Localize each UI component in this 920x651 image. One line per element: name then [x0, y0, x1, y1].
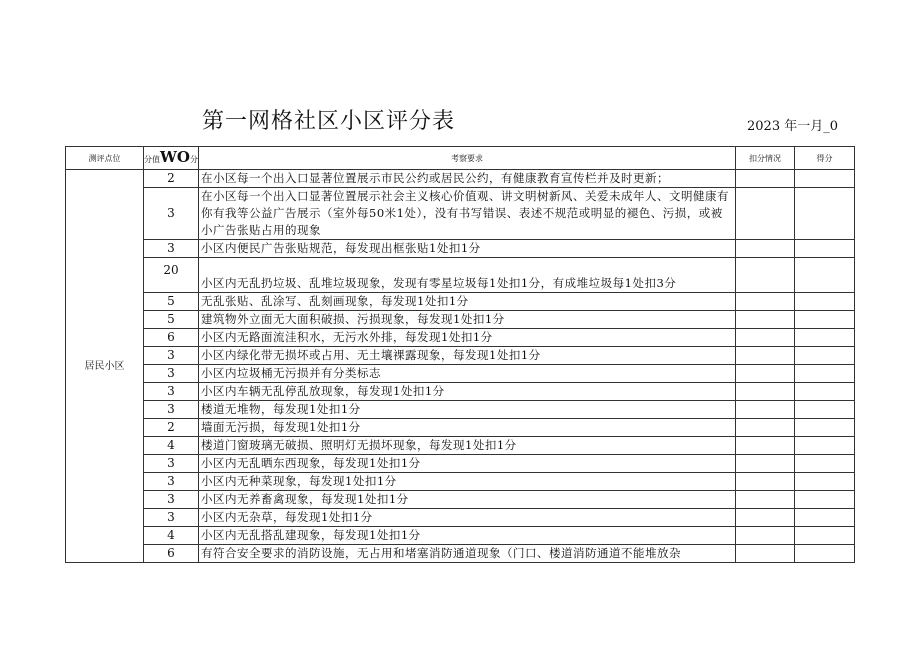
score-cell: 3 [144, 188, 199, 240]
result-cell[interactable] [795, 473, 855, 491]
date-field: 2023 年一月_0 [747, 119, 838, 134]
deduction-cell[interactable] [736, 455, 795, 473]
requirement-cell: 小区内无路面流洼积水，无污水外排，每发现1处扣1分 [199, 329, 736, 347]
header-requirement: 考察要求 [199, 147, 736, 170]
result-cell[interactable] [795, 293, 855, 311]
score-cell: 3 [144, 240, 199, 258]
deduction-cell[interactable] [736, 311, 795, 329]
page-title: 第一网格社区小区评分表 [202, 109, 456, 134]
score-cell: 6 [144, 329, 199, 347]
score-cell: 2 [144, 419, 199, 437]
deduction-cell[interactable] [736, 545, 795, 563]
deduction-cell[interactable] [736, 258, 795, 293]
result-cell[interactable] [795, 545, 855, 563]
requirement-cell: 楼道门窗玻璃无破损、照明灯无损坏现象，每发现1处扣1分 [199, 437, 736, 455]
score-cell: 4 [144, 437, 199, 455]
table-row [66, 419, 855, 437]
result-cell[interactable] [795, 491, 855, 509]
result-cell[interactable] [795, 329, 855, 347]
requirement-cell: 无乱张贴、乱涂写、乱刻画现象，每发现1处扣1分 [199, 293, 736, 311]
deduction-cell[interactable] [736, 170, 795, 188]
header-result: 得分 [795, 147, 855, 170]
table-header-row [66, 147, 855, 170]
result-cell[interactable] [795, 509, 855, 527]
table-row [66, 188, 855, 240]
score-cell: 3 [144, 347, 199, 365]
deduction-cell[interactable] [736, 365, 795, 383]
table-row [66, 240, 855, 258]
deduction-cell[interactable] [736, 347, 795, 365]
deduction-cell[interactable] [736, 401, 795, 419]
result-cell[interactable] [795, 455, 855, 473]
table-row [66, 329, 855, 347]
table-row [66, 491, 855, 509]
requirement-cell: 小区内便民广告张贴规范，每发现出框张贴1处扣1分 [199, 240, 736, 258]
table-row [66, 545, 855, 563]
area-cell: 居民小区 [66, 170, 144, 563]
requirement-cell: 小区内垃圾桶无污损并有分类标志 [199, 365, 736, 383]
result-cell[interactable] [795, 437, 855, 455]
result-cell[interactable] [795, 365, 855, 383]
table-row [66, 527, 855, 545]
requirement-cell: 小区内无种菜现象，每发现1处扣1分 [199, 473, 736, 491]
header-deduction: 扣分情况 [736, 147, 795, 170]
score-cell: 3 [144, 473, 199, 491]
requirement-cell: 建筑物外立面无大面积破损、污损现象，每发现1处扣1分 [199, 311, 736, 329]
deduction-cell[interactable] [736, 419, 795, 437]
header-score-suffix: 分 [189, 154, 198, 164]
requirement-cell: 在小区每一个出入口显著位置展示社会主义核心价值观、讲文明树新风、关爱未成年人、文明健康有你有我等公益广告展示（室外每50米1处），没有书写错误、表述不规范或明显的褪色、污损，或被小广告张贴占用的现象 [199, 188, 736, 240]
result-cell[interactable] [795, 240, 855, 258]
table-row [66, 170, 855, 188]
deduction-cell[interactable] [736, 509, 795, 527]
header-score [144, 147, 199, 170]
result-cell[interactable] [795, 258, 855, 293]
requirement-cell: 墙面无污损，每发现1处扣1分 [199, 419, 736, 437]
requirement-cell: 小区内无乱搭乱建现象，每发现1处扣1分 [199, 527, 736, 545]
result-cell[interactable] [795, 170, 855, 188]
table-row [66, 437, 855, 455]
table-row [66, 383, 855, 401]
score-cell: 3 [144, 455, 199, 473]
result-cell[interactable] [795, 383, 855, 401]
score-cell: 5 [144, 293, 199, 311]
result-cell[interactable] [795, 347, 855, 365]
result-cell[interactable] [795, 419, 855, 437]
requirement-cell: 楼道无堆物，每发现1处扣1分 [199, 401, 736, 419]
deduction-cell[interactable] [736, 188, 795, 240]
score-cell: 4 [144, 527, 199, 545]
table-row [66, 509, 855, 527]
requirement-cell: 小区内无乱晒东西现象，每发现1处扣1分 [199, 455, 736, 473]
result-cell[interactable] [795, 311, 855, 329]
table-row [66, 365, 855, 383]
requirement-cell: 小区内无养畜禽现象，每发现1处扣1分 [199, 491, 736, 509]
requirement-cell: 小区内绿化带无损坏或占用、无土壤裸露现象，每发现1处扣1分 [199, 347, 736, 365]
deduction-cell[interactable] [736, 527, 795, 545]
header-score-prefix: 分值 [144, 154, 161, 164]
table-row [66, 258, 855, 293]
deduction-cell[interactable] [736, 383, 795, 401]
score-cell: 5 [144, 311, 199, 329]
result-cell[interactable] [795, 188, 855, 240]
score-cell: 3 [144, 401, 199, 419]
header-score-big: WO [160, 147, 190, 166]
requirement-cell: 有符合安全要求的消防设施，无占用和堵塞消防通道现象（门口、楼道消防通道不能堆放杂 [199, 545, 736, 563]
deduction-cell[interactable] [736, 473, 795, 491]
requirement-cell: 小区内车辆无乱停乱放现象，每发现1处扣1分 [199, 383, 736, 401]
score-table [65, 146, 855, 563]
deduction-cell[interactable] [736, 240, 795, 258]
score-cell: 3 [144, 491, 199, 509]
score-cell: 3 [144, 509, 199, 527]
table-row [66, 455, 855, 473]
score-cell: 2 [144, 170, 199, 188]
deduction-cell[interactable] [736, 293, 795, 311]
score-cell: 6 [144, 545, 199, 563]
requirement-cell: 小区内无乱扔垃圾、乱堆垃圾现象，发现有零星垃圾每1处扣1分，有成堆垃圾每1处扣3分 [199, 258, 736, 293]
table-row [66, 347, 855, 365]
score-cell: 20 [144, 258, 199, 293]
header-area: 测评点位 [66, 147, 144, 170]
deduction-cell[interactable] [736, 329, 795, 347]
score-cell: 3 [144, 383, 199, 401]
score-cell: 3 [144, 365, 199, 383]
table-row [66, 473, 855, 491]
result-cell[interactable] [795, 401, 855, 419]
deduction-cell[interactable] [736, 437, 795, 455]
result-cell[interactable] [795, 527, 855, 545]
requirement-cell: 在小区每一个出入口显著位置展示市民公约或居民公约，有健康教育宣传栏并及时更新； [199, 170, 736, 188]
requirement-cell: 小区内无杂草，每发现1处扣1分 [199, 509, 736, 527]
table-row [66, 311, 855, 329]
table-row [66, 293, 855, 311]
table-row [66, 401, 855, 419]
deduction-cell[interactable] [736, 491, 795, 509]
